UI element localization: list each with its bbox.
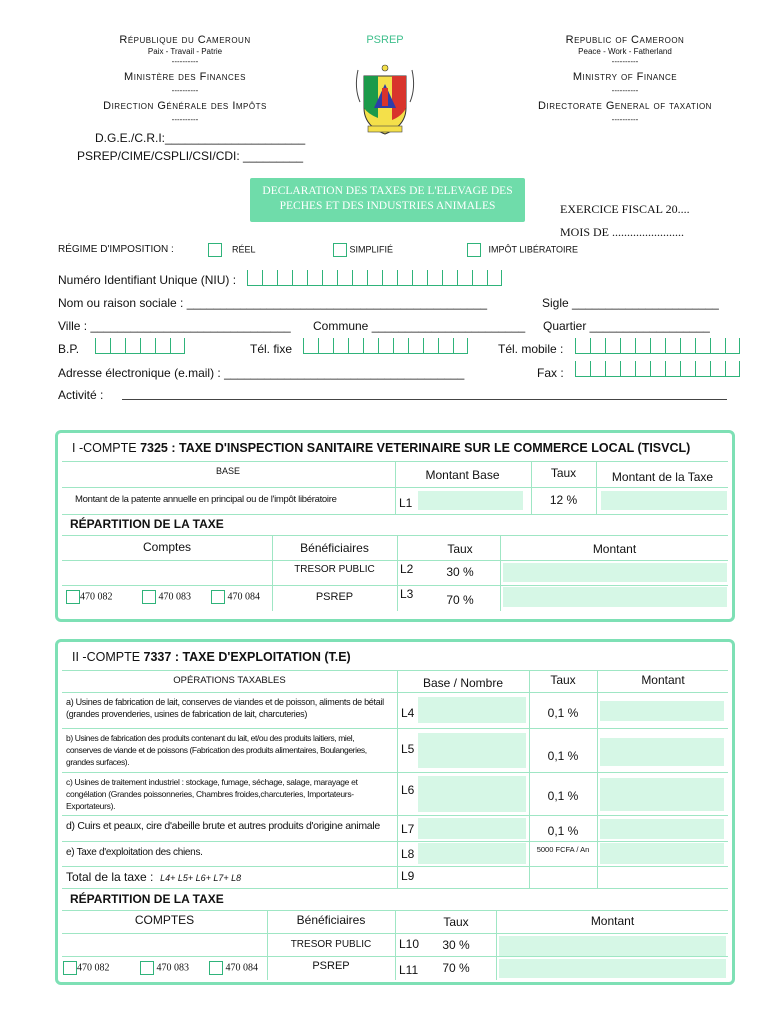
exercice-fiscal[interactable]: EXERCICE FISCAL 20.... bbox=[560, 202, 690, 216]
section1-title: I -COMPTE 7325 : TAXE D'INSPECTION SANITAIRE VETERINAIRE SUR LE COMMERCE LOCAL (TISVCL) bbox=[72, 441, 691, 455]
row1-label: Montant de la patente annuelle en principal ou de l'impôt libératoire bbox=[75, 494, 337, 505]
col-taux-3: Taux bbox=[443, 915, 469, 929]
montant-l6-input[interactable] bbox=[600, 778, 724, 811]
niu-label: Numéro Identifiant Unique (NIU) : bbox=[58, 273, 237, 287]
col-comptes-2: COMPTES bbox=[134, 913, 195, 927]
regime-liberatoire[interactable] bbox=[467, 243, 578, 257]
col-montant-3: Montant bbox=[590, 914, 635, 928]
op-row-c-label: c) Usines de traitement industriel : stockage, fumage, séchage, salage, marayage et congélation (Grandes poissonneries, Chambres froides,charcuteries, Importateurs-Exportateurs). bbox=[66, 777, 358, 811]
quartier-field[interactable]: Quartier __________________ bbox=[543, 319, 710, 333]
checkbox[interactable] bbox=[142, 590, 156, 604]
s2-montant-l10-input[interactable] bbox=[499, 936, 726, 956]
checkbox[interactable] bbox=[66, 590, 80, 604]
regime-reel-label: RÉEL bbox=[232, 244, 256, 255]
checkbox[interactable] bbox=[333, 243, 347, 257]
s1-account-470082[interactable]: 470 082 bbox=[66, 590, 113, 604]
op-taux-l7: 0,1 % bbox=[547, 824, 579, 838]
s2-benef-psrep: PSREP bbox=[312, 960, 350, 972]
repartition2-title: RÉPARTITION DE LA TAXE bbox=[70, 892, 224, 906]
commune-field[interactable]: Commune _______________________ bbox=[313, 319, 526, 333]
col-montant-taxe: Montant de la Taxe bbox=[611, 470, 714, 484]
op-code-l7: L7 bbox=[401, 822, 415, 836]
op-code-l5: L5 bbox=[401, 742, 415, 756]
base-l7-input[interactable] bbox=[418, 818, 526, 839]
checkbox[interactable] bbox=[467, 243, 481, 257]
ville-field[interactable]: Ville : ______________________________ bbox=[58, 319, 291, 333]
bp-boxes[interactable] bbox=[95, 338, 185, 354]
s1-benef-tresor: TRESOR PUBLIC bbox=[294, 564, 375, 575]
header-right-direction: Directorate General of taxation bbox=[538, 100, 712, 112]
montant-taxe-input[interactable] bbox=[601, 491, 727, 510]
col-taux: Taux bbox=[550, 466, 577, 480]
email-field[interactable]: Adresse électronique (e.mail) : ____________________________________ bbox=[58, 366, 465, 380]
base-l8-input[interactable] bbox=[418, 843, 526, 864]
op-row-e-label: e) Taxe d'exploitation des chiens. bbox=[66, 847, 203, 858]
declaration-title-banner bbox=[250, 178, 525, 222]
total-label: Total de la taxe : L4+ L5+ L6+ L7+ L8 bbox=[66, 870, 242, 884]
col-montant: Montant bbox=[592, 542, 637, 556]
regime-simplifie[interactable] bbox=[333, 243, 393, 257]
row1-code: L1 bbox=[399, 496, 413, 510]
op-taux-l5: 0,1 % bbox=[547, 749, 579, 763]
banner-line1: DECLARATION DES TAXES DE L'ELEVAGE DES bbox=[262, 185, 513, 197]
header-left-dashes: ---------- bbox=[171, 57, 199, 66]
montant-l4-input[interactable] bbox=[600, 701, 724, 721]
header-right-country: Republic of Cameroon bbox=[565, 34, 685, 46]
montant-l5-input[interactable] bbox=[600, 738, 724, 766]
s1-montant-l3-input[interactable] bbox=[503, 587, 727, 607]
fax-boxes[interactable] bbox=[575, 361, 740, 377]
section2-title: II -COMPTE 7337 : TAXE D'EXPLOITATION (T.E) bbox=[72, 650, 351, 664]
checkbox[interactable] bbox=[211, 590, 225, 604]
s1-code-l2: L2 bbox=[400, 562, 414, 576]
col-taux2: Taux bbox=[447, 542, 473, 556]
s1-account-470083[interactable]: 470 083 bbox=[142, 590, 191, 604]
header-left-motto: Paix - Travail - Patrie bbox=[147, 47, 223, 56]
op-row-a-label: a) Usines de fabrication de lait, conserves de viandes et de poisson, aliments de bétail (grandes provenderies, usines de fabrication de lait, charcuteries) bbox=[66, 697, 384, 719]
s1-account-470084[interactable]: 470 084 bbox=[211, 590, 260, 604]
bp-label: B.P. bbox=[58, 342, 80, 356]
montant-l8-input[interactable] bbox=[600, 843, 724, 864]
header-left-ministry: Ministère des Finances bbox=[124, 71, 246, 83]
col-montant-base: Montant Base bbox=[425, 468, 500, 482]
fax-label: Fax : bbox=[537, 366, 564, 380]
checkbox[interactable] bbox=[140, 961, 154, 975]
col-comptes: Comptes bbox=[142, 540, 192, 554]
mois-de[interactable]: MOIS DE ........................ bbox=[560, 225, 685, 239]
col-base-nombre: Base / Nombre bbox=[422, 676, 504, 690]
s1-montant-l2-input[interactable] bbox=[503, 563, 727, 582]
op-taux-l4: 0,1 % bbox=[547, 706, 579, 720]
checkbox[interactable] bbox=[209, 961, 223, 975]
tel-fixe-boxes[interactable] bbox=[303, 338, 468, 354]
col-taux-2: Taux bbox=[550, 673, 576, 687]
regime-reel[interactable] bbox=[208, 243, 256, 257]
op-row-b-label: b) Usines de fabrication des produits contenant du lait, et/ou des produits laitiers, miel, conserves de viande et de poissons (Fabrication des produits alimentaires, Boulangeries, grandes surfaces). bbox=[66, 733, 367, 767]
dge-line[interactable]: D.G.E./C.R.I:_____________________ bbox=[95, 131, 306, 145]
header-right-dashes: ---------- bbox=[611, 57, 639, 66]
psrep-line[interactable]: PSREP/CIME/CSPLI/CSI/CDI: _________ bbox=[77, 149, 304, 163]
s2-account-470082[interactable]: 470 082 bbox=[63, 961, 110, 975]
op-code-l6: L6 bbox=[401, 783, 415, 797]
header-right-ministry: Ministry of Finance bbox=[572, 71, 678, 83]
col-beneficiaires-2: Bénéficiaires bbox=[296, 913, 366, 927]
tel-mobile-boxes[interactable] bbox=[575, 338, 740, 354]
op-taux-l6: 0,1 % bbox=[547, 789, 579, 803]
col-base: BASE bbox=[215, 466, 240, 476]
coat-of-arms-emblem bbox=[350, 58, 420, 138]
banner-line2: PECHES ET DES INDUSTRIES ANIMALES bbox=[279, 200, 496, 212]
regime-label: RÉGIME D'IMPOSITION : bbox=[58, 244, 174, 255]
s2-account-470083[interactable]: 470 083 bbox=[140, 961, 189, 975]
s2-montant-l11-input[interactable] bbox=[499, 959, 726, 978]
regime-simplifie-label: SIMPLIFIÉ bbox=[349, 244, 394, 255]
col-operations: OPÉRATIONS TAXABLES bbox=[173, 675, 286, 686]
activite-line[interactable] bbox=[122, 399, 727, 400]
base-l4-input[interactable] bbox=[418, 697, 526, 723]
s1-taux-l2: 30 % bbox=[446, 565, 474, 579]
montant-l7-input[interactable] bbox=[600, 819, 724, 839]
s1-taux-l3: 70 % bbox=[446, 593, 474, 607]
col-beneficiaires: Bénéficiaires bbox=[300, 541, 369, 555]
header-left-country: République du Cameroun bbox=[119, 34, 251, 46]
s2-taux-l11: 70 % bbox=[442, 961, 470, 975]
activite-label: Activité : bbox=[58, 388, 104, 402]
s2-taux-l10: 30 % bbox=[442, 938, 470, 952]
sigle-field[interactable]: Sigle ______________________ bbox=[542, 296, 719, 310]
header-right-motto: Peace - Work - Fatherland bbox=[578, 47, 672, 56]
regime-liberatoire-label: IMPÔT LIBÉRATOIRE bbox=[488, 244, 579, 255]
tel-fixe-label: Tél. fixe bbox=[250, 342, 293, 356]
s2-code-l11: L11 bbox=[399, 963, 419, 977]
op-row-d-label: d) Cuirs et peaux, cire d'abeille brute et autres produits d'origine animale bbox=[66, 820, 380, 832]
op-code-l4: L4 bbox=[401, 706, 415, 720]
s2-benef-tresor: TRESOR PUBLIC bbox=[290, 939, 372, 950]
montant-base-input[interactable] bbox=[418, 491, 523, 510]
row1-taux: 12 % bbox=[549, 493, 578, 507]
psrep-label: PSREP bbox=[366, 34, 404, 46]
col-montant-2: Montant bbox=[641, 673, 685, 687]
s1-benef-psrep: PSREP bbox=[315, 591, 354, 603]
header-left-direction: Direction Générale des Impôts bbox=[103, 100, 267, 112]
s1-code-l3: L3 bbox=[400, 587, 414, 601]
total-code-l9: L9 bbox=[401, 869, 415, 883]
tel-mobile-label: Tél. mobile : bbox=[498, 342, 564, 356]
checkbox[interactable] bbox=[208, 243, 222, 257]
op-code-l8: L8 bbox=[401, 847, 415, 861]
nom-field[interactable]: Nom ou raison sociale : _____________________________________________ bbox=[58, 296, 488, 310]
repartition1-title: RÉPARTITION DE LA TAXE bbox=[70, 517, 224, 531]
base-l5-input[interactable] bbox=[418, 733, 526, 768]
total-input[interactable] bbox=[418, 866, 728, 887]
s2-account-470084[interactable]: 470 084 bbox=[209, 961, 258, 975]
s2-code-l10: L10 bbox=[399, 937, 420, 951]
base-l6-input[interactable] bbox=[418, 776, 526, 812]
checkbox[interactable] bbox=[63, 961, 77, 975]
niu-boxes[interactable] bbox=[247, 270, 502, 286]
op-taux-l8: 5000 FCFA / An bbox=[536, 845, 590, 854]
